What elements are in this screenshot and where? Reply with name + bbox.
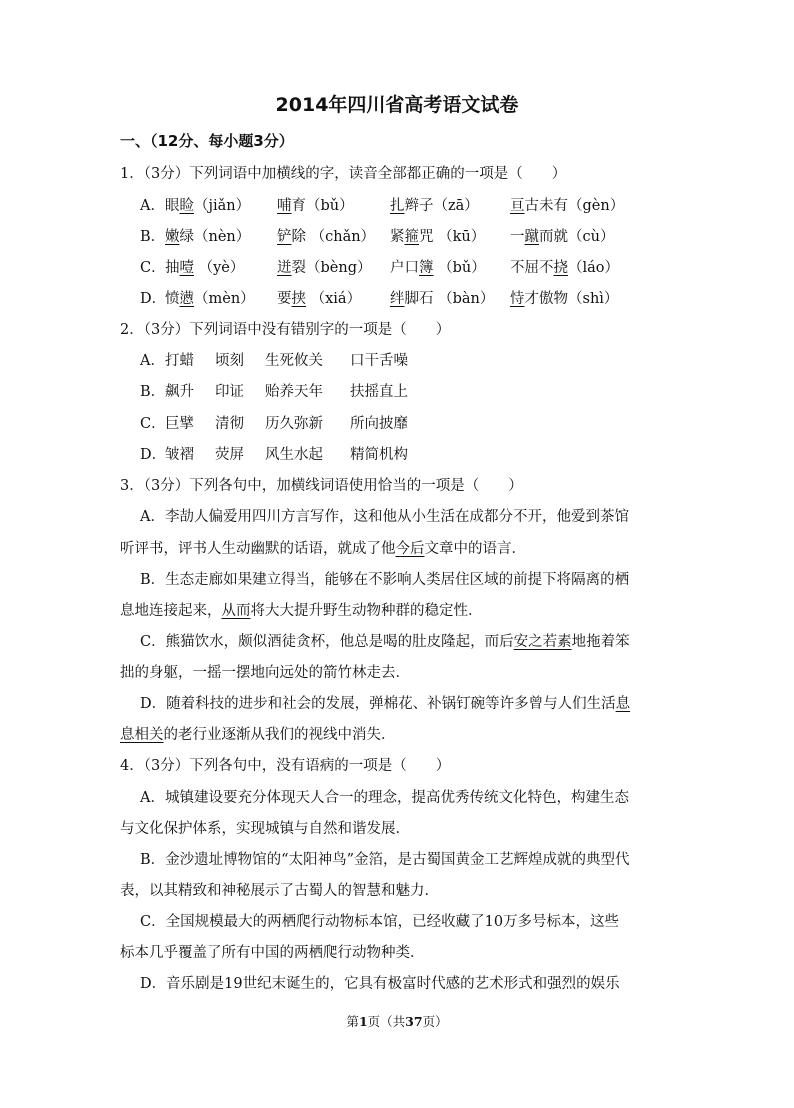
question-1-word: 不屈不挠（láo） [510,260,620,276]
question-3-stem: 3．（3分）下列各句中，加横线词语使用恰当的一项是（ ） [120,478,523,494]
question-1-word: 愤懑（mèn） [165,291,255,307]
question-4-option-a-line2: 与文化保护体系，实现城镇与自然和谐发展． [120,821,410,837]
question-1-word: 绊脚石 （bàn） [390,291,495,307]
question-3-option-d-line2: 息相关的老行业逐渐从我们的视线中消失． [120,727,396,743]
question-1-option-label: B． [140,229,166,245]
page-footer: 第1页（共37页） [346,1014,448,1029]
question-1-word: 嫩绿（nèn） [165,229,251,245]
question-1-word: 户口簿 （bǔ） [390,260,486,276]
question-2-word: 清彻 [215,416,244,432]
question-1-word: 扎辫子（zā） [390,198,479,214]
question-3-option-d-line1: D．随着科技的进步和社会的发展，弹棉花、补锅钉碗等许多曾与人们生活息 [140,696,631,712]
question-3-option-b-line2: 息地连接起来，从而将大大提升野生动物种群的稳定性． [120,603,483,619]
question-2-word: 精简机构 [350,447,408,463]
underlined-character: 铲 [277,229,292,245]
question-4-option-a-line1: A．城镇建设要充分体现天人合一的理念，提高优秀传统文化特色，构建生态 [140,790,629,806]
underlined-character: 蹴 [524,229,539,245]
question-1-word: 哺育（bǔ） [277,198,354,214]
page-total: 37 [405,1014,423,1029]
question-2-option-label: D． [140,447,167,463]
underlined-character: 挟 [291,291,306,307]
underlined-term: 从而 [221,603,251,619]
question-2-word: 风生水起 [265,447,323,463]
question-1-option-label: A． [140,198,165,214]
underlined-term: 息 [615,696,631,712]
underlined-character: 懑 [179,291,194,307]
question-1-word: 铲除 （chǎn） [277,229,376,245]
question-1-word: 紧箍咒 （kū） [390,229,486,245]
question-2-word: 皱褶 [165,447,194,463]
underlined-character: 睑 [179,198,194,214]
underlined-character: 迸 [277,260,292,276]
question-4-option-b-line2: 表，以其精致和神秘展示了古蜀人的智慧和魅力． [120,883,439,899]
question-3-option-c-line1: C．熊猫饮水，颇似酒徒贪杯，他总是喝的肚皮隆起，而后安之若素地拖着笨 [140,634,630,650]
question-2-word: 扶摇直上 [350,384,408,400]
question-1-word: 抽噎 （yè） [165,260,245,276]
question-1-option-label: D． [140,291,167,307]
question-2-word: 历久弥新 [265,416,323,432]
question-1-stem: 1．（3分）下列词语中加横线的字，读音全部都正确的一项是（ ） [120,166,567,182]
underlined-character: 噎 [179,260,194,276]
underlined-character: 扎 [390,198,405,214]
question-1-word: 要挟 （xiá） [277,291,362,307]
question-1-word: 一蹴而就（cù） [510,229,615,245]
underlined-character: 绊 [390,291,405,307]
question-3-option-a-line2: 听评书，评书人生动幽默的话语，就成了他今后文章中的语言． [120,541,526,557]
section-heading: 一、（12分、每小题3分） [120,132,294,150]
question-2-word: 飙升 [165,384,194,400]
question-3-option-c-line2: 拙的身躯，一摇一摆地向远处的箭竹林走去． [120,665,410,681]
page-title: 2014年四川省高考语文试卷 [275,94,519,116]
question-3-option-b-line1: B．生态走廊如果建立得当，能够在不影响人类居住区域的前提下将隔离的栖 [140,572,630,588]
question-1-option-label: C． [140,260,166,276]
question-4-stem: 4．（3分）下列各句中，没有语病的一项是（ ） [120,758,451,774]
underlined-term: 今后 [395,541,425,557]
question-2-word: 口干舌噪 [350,353,408,369]
underlined-term: 息相关 [120,727,164,743]
question-2-option-label: B． [140,384,166,400]
underlined-character: 挠 [553,260,568,276]
question-2-stem: 2．（3分）下列词语中没有错别字的一项是（ ） [120,322,451,338]
underlined-character: 恃 [510,291,525,307]
underlined-term: 安之若素 [513,634,572,650]
page-number: 1 [358,1014,368,1029]
question-1-word: 亘古未有（gèn） [510,198,625,214]
question-2-word: 巨擘 [165,416,194,432]
question-2-word: 所向披靡 [350,416,408,432]
question-1-word: 眼睑（jiǎn） [165,198,251,214]
question-2-word: 贻养天年 [265,384,323,400]
question-2-option-label: A． [140,353,165,369]
question-4-option-b-line1: B．金沙遗址博物馆的“太阳神鸟”金箔，是古蜀国黄金工艺辉煌成就的典型代 [140,852,630,868]
question-4-option-c-line1: C．全国规模最大的两栖爬行动物标本馆，已经收藏了10万多号标本，这些 [140,914,620,930]
question-2-word: 荧屏 [215,447,244,463]
question-4-option-c-line2: 标本几乎覆盖了所有中国的两栖爬行动物种类． [120,945,425,961]
underlined-character: 箍 [404,229,419,245]
underlined-character: 嫩 [165,229,180,245]
question-4-option-d-line1: D．音乐剧是19世纪末诞生的，它具有极富时代感的艺术形式和强烈的娱乐 [140,976,620,992]
question-1-word: 迸裂（bèng） [277,260,372,276]
question-2-option-label: C． [140,416,166,432]
question-2-word: 印证 [215,384,244,400]
question-2-word: 顷刻 [215,353,244,369]
underlined-character: 亘 [510,198,525,214]
question-2-word: 生死攸关 [265,353,323,369]
question-2-word: 打蜡 [165,353,194,369]
question-3-option-a-line1: A．李劼人偏爱用四川方言写作，这和他从小生活在成都分不开，他爱到茶馆 [140,509,629,525]
question-1-word: 恃才傲物（shì） [510,291,619,307]
underlined-character: 哺 [277,198,292,214]
underlined-character: 簿 [419,260,434,276]
